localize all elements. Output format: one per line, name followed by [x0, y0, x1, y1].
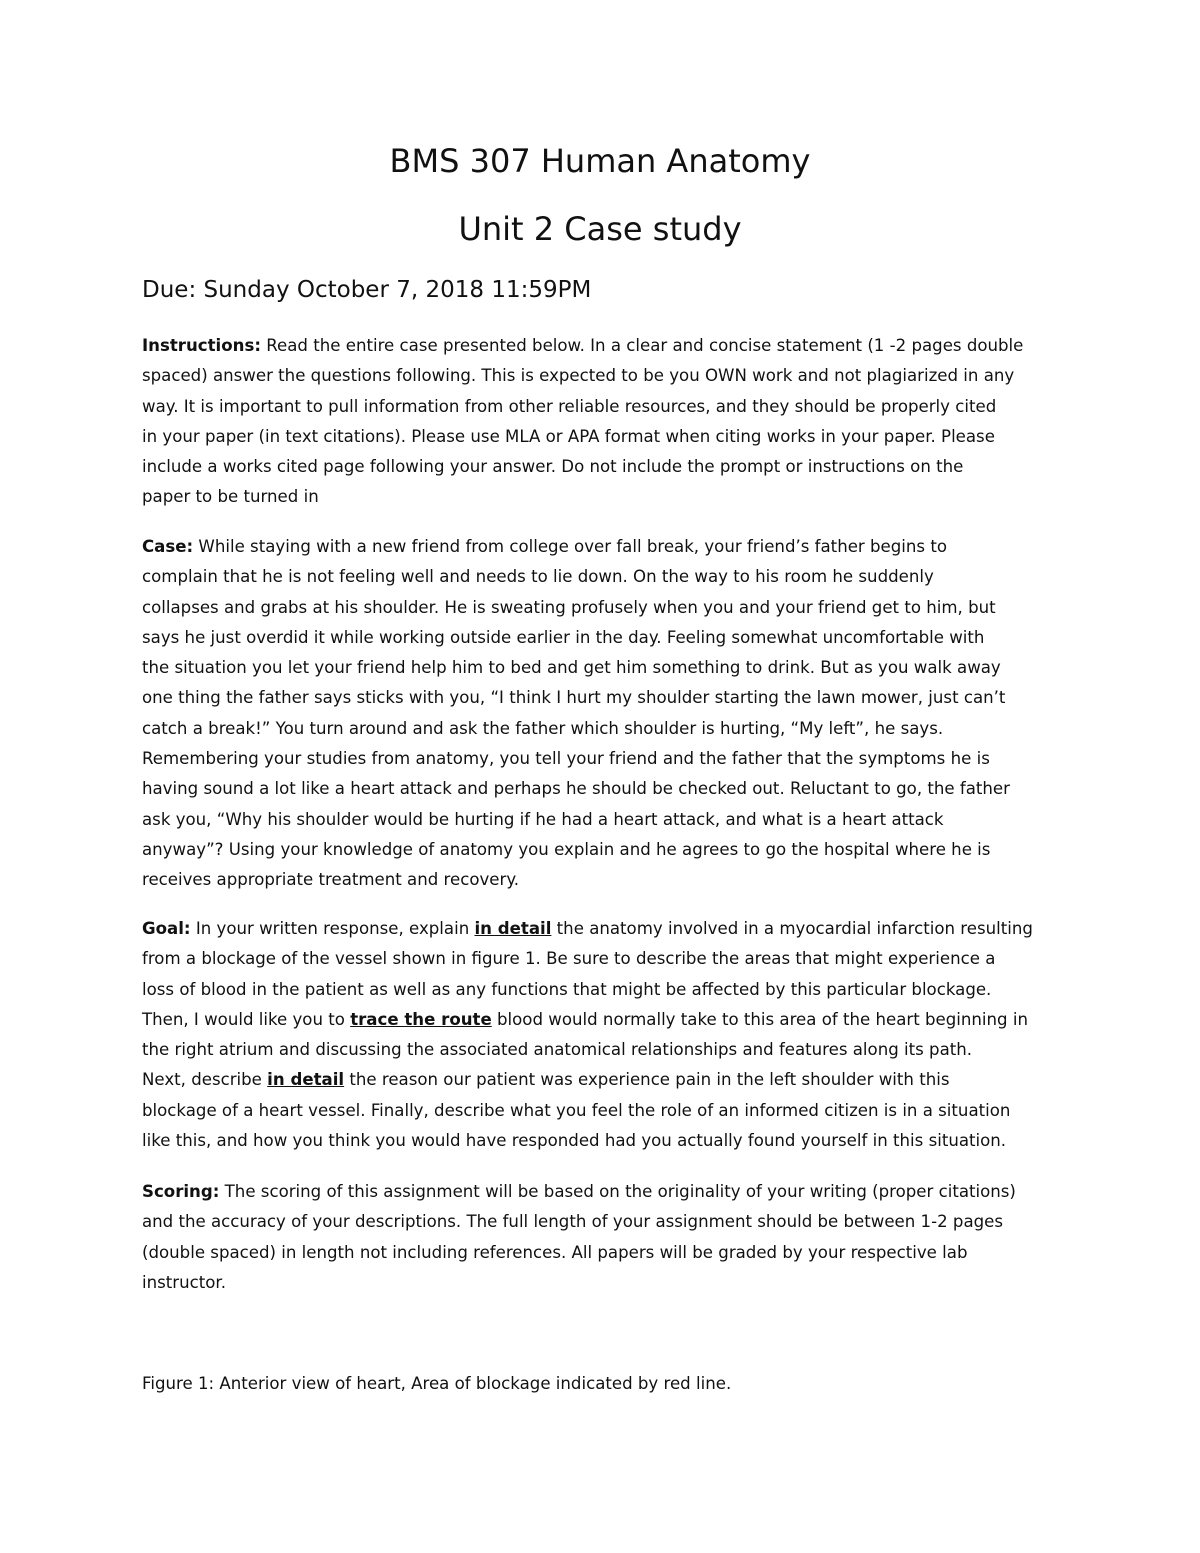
- course-title: BMS 307 Human Anatomy: [389, 142, 811, 180]
- goal-line: blockage of a heart vessel. Finally, describe what you feel the role of an informed citizen is in a situation: [142, 1100, 1011, 1120]
- figure-caption: [142, 1369, 1062, 1399]
- case-line: complain that he is not feeling well and needs to lie down. On the way to his room he suddenly: [142, 567, 934, 587]
- emphasis-in-detail: in detail: [474, 919, 552, 938]
- instructions-line: paper to be turned in: [142, 487, 319, 507]
- goal-line: loss of blood in the patient as well as any functions that might be affected by this particular blockage.: [142, 979, 992, 999]
- emphasis-trace-the-route: trace the route: [350, 1009, 492, 1029]
- scoring-line: instructor.: [142, 1272, 226, 1292]
- scoring-line: (double spaced) in length not including references. All papers will be graded by your respective lab: [142, 1242, 968, 1262]
- goal-line: like this, and how you think you would have responded had you actually found yourself in this situation.: [142, 1131, 1007, 1151]
- case-line: one thing the father says sticks with you, “I think I hurt my shoulder starting the lawn mower, just can’t: [142, 688, 1006, 708]
- emphasis-in-detail: in detail: [267, 1070, 345, 1090]
- instructions-label: Instructions:: [142, 336, 261, 355]
- case-line: Remembering your studies from anatomy, you tell your friend and the father that the symptoms he is: [142, 749, 990, 769]
- case-line: anyway”? Using your knowledge of anatomy you explain and he agrees to go the hospital where he is: [142, 839, 991, 859]
- goal-label: Goal:: [142, 919, 191, 938]
- unit-title: Unit 2 Case study: [458, 210, 742, 248]
- case-line: says he just overdid it while working outside earlier in the day. Feeling somewhat uncomfortable with: [142, 627, 985, 647]
- goal-text: In your written response, explain: [190, 919, 475, 938]
- case-line: having sound a lot like a heart attack and perhaps he should be checked out. Reluctant to go, the father: [142, 779, 1010, 799]
- goal-paragraph: [142, 914, 1062, 1156]
- scoring-label: Scoring:: [142, 1182, 220, 1201]
- goal-line: the right atrium and discussing the associated anatomical relationships and features along its path.: [142, 1040, 973, 1060]
- goal-text: Then, I would like you to: [142, 1009, 351, 1029]
- goal-text: the reason our patient was experience pain in the left shoulder with this: [344, 1070, 950, 1090]
- goal-text: blood would normally take to this area of the heart beginning in: [491, 1009, 1028, 1029]
- case-label: Case:: [142, 537, 194, 556]
- scoring-line: and the accuracy of your descriptions. The full length of your assignment should be between 1-2 pages: [142, 1212, 1004, 1232]
- figure-caption-text: Figure 1: Anterior view of heart, Area of blockage indicated by red line.: [142, 1374, 732, 1393]
- case-paragraph: [142, 532, 1062, 896]
- case-line: collapses and grabs at his shoulder. He is sweating profusely when you and your friend get to him, but: [142, 597, 996, 617]
- goal-text: Next, describe: [142, 1070, 268, 1090]
- instructions-line: include a works cited page following your answer. Do not include the prompt or instructions on the: [142, 457, 964, 477]
- instructions-line: in your paper (in text citations). Please use MLA or APA format when citing works in your paper. Please: [142, 426, 995, 446]
- scoring-line: The scoring of this assignment will be based on the originality of your writing (proper citations): [219, 1182, 1016, 1201]
- case-line: ask you, “Why his shoulder would be hurting if he had a heart attack, and what is a heart attack: [142, 809, 944, 829]
- instructions-line: way. It is important to pull information from other reliable resources, and they should be properly cited: [142, 396, 997, 416]
- case-line: receives appropriate treatment and recovery.: [142, 870, 520, 890]
- goal-line: from a blockage of the vessel shown in figure 1. Be sure to describe the areas that might experience a: [142, 949, 996, 969]
- due-date: Due: Sunday October 7, 2018 11:59PM: [142, 277, 592, 303]
- goal-text: the anatomy involved in a myocardial infarction resulting: [551, 919, 1033, 938]
- case-line: the situation you let your friend help him to bed and get him something to drink. But as you walk away: [142, 658, 1001, 678]
- instructions-paragraph: [142, 331, 1062, 513]
- instructions-line: Read the entire case presented below. In a clear and concise statement (1 -2 pages double: [260, 336, 1024, 355]
- case-line: catch a break!” You turn around and ask the father which shoulder is hurting, “My left”, he says.: [142, 718, 944, 738]
- scoring-paragraph: [142, 1177, 1062, 1298]
- instructions-line: spaced) answer the questions following. This is expected to be you OWN work and not plagiarized in any: [142, 366, 1015, 386]
- case-line: While staying with a new friend from college over fall break, your friend’s father begins to: [193, 537, 947, 556]
